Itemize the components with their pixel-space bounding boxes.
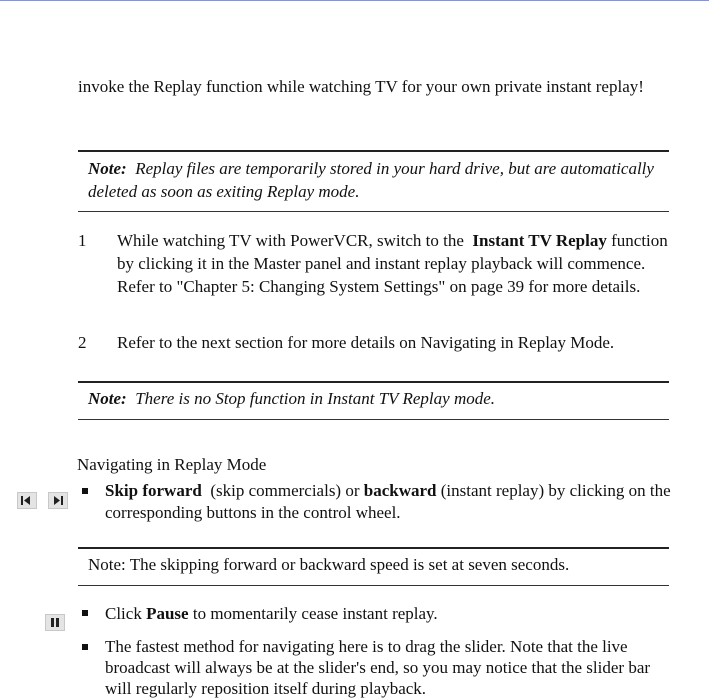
bullet-slider-text: The fastest method for navigating here is to drag the slider. Note that the live broadcast will always be at the slider's end, so you may notice that the slider bar will regularly reposition itself during playback. bbox=[105, 637, 651, 698]
intro-paragraph: invoke the Replay function while watching TV for your own private instant replay! bbox=[78, 77, 644, 96]
skip-backward-icon bbox=[17, 492, 37, 509]
top-rule bbox=[0, 0, 709, 1]
note-text: Replay files are temporarily stored in your hard drive, but are automatically deleted as soon as exiting Replay mode. bbox=[88, 159, 654, 201]
section-heading: Navigating in Replay Mode bbox=[77, 455, 267, 474]
instant-tv-replay-label: Instant TV Replay bbox=[472, 231, 607, 250]
bullet-pause-text: Click Pause to momentarily cease instant replay. bbox=[105, 604, 438, 623]
pause-label: Pause bbox=[146, 604, 189, 623]
step-2-text: Refer to the next section for more details on Navigating in Replay Mode. bbox=[117, 333, 615, 352]
bullet-mark bbox=[82, 610, 88, 616]
note-text: There is no Stop function in Instant TV Replay mode. bbox=[135, 389, 496, 408]
note-skip-speed: Note: The skipping forward or backward speed is set at seven seconds. bbox=[78, 547, 669, 586]
pause-icon bbox=[45, 614, 65, 631]
note-prefix: Note: bbox=[88, 159, 127, 178]
skip-forward-icon bbox=[48, 492, 68, 509]
bullet-mark bbox=[82, 488, 88, 494]
note-replay-files bbox=[78, 150, 669, 212]
note-prefix: Note: bbox=[88, 389, 127, 408]
step-1-text: While watching TV with PowerVCR, switch to the Instant TV Replay function by clicking it in the Master panel and instant replay playback will commence. Refer to "Chapter 5: Changing System Settings" on page 39 for more details. bbox=[117, 231, 668, 296]
note-no-stop bbox=[78, 381, 669, 420]
bullet-skip-text: Skip forward (skip commercials) or backward (instant replay) by clicking on the corresponding buttons in the control wheel. bbox=[105, 481, 671, 522]
step-number: 2 bbox=[78, 333, 87, 352]
bullet-mark bbox=[82, 644, 88, 650]
step-number: 1 bbox=[78, 231, 87, 250]
